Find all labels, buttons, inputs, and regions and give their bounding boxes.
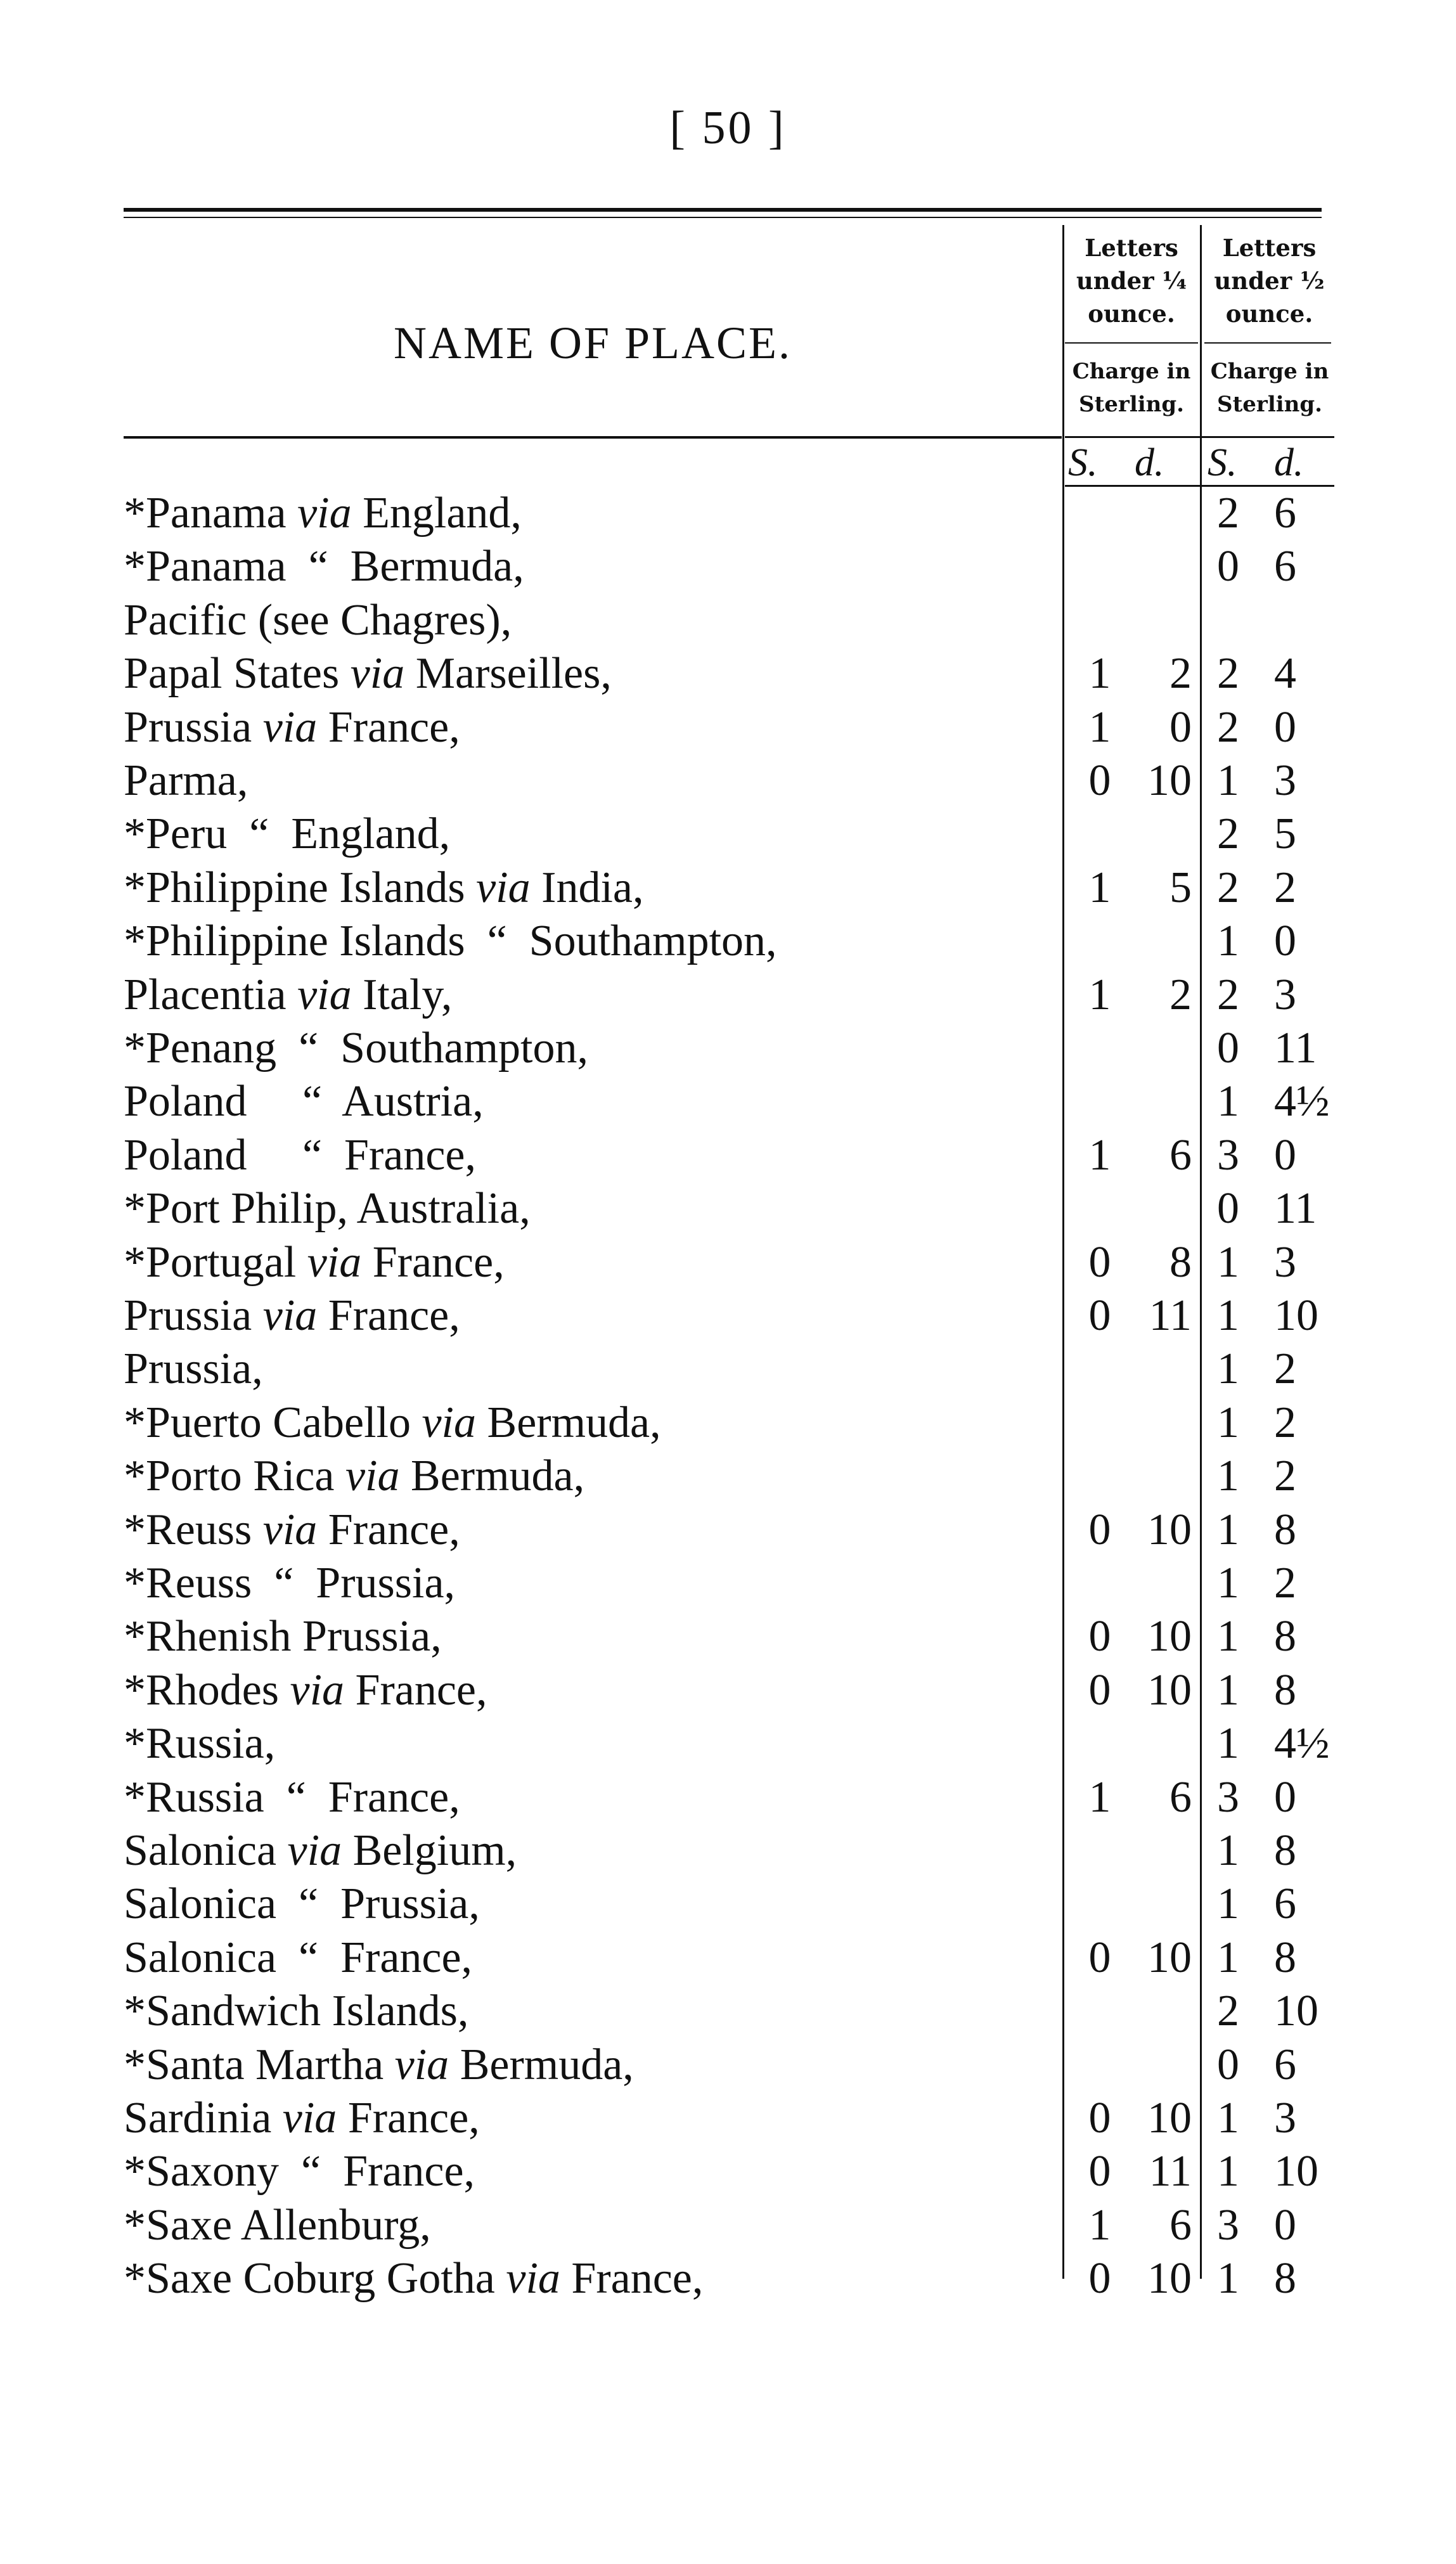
via-italic: via: [394, 2040, 449, 2089]
table-row: [0, 863, 1456, 916]
via-italic: via: [290, 1665, 345, 1715]
place-name: [124, 809, 450, 860]
header-divider-right: [1204, 342, 1331, 344]
col2-shillings-unit: S.: [1208, 441, 1237, 484]
quarter-ounce-shillings: 1: [1088, 970, 1111, 1019]
place-name: [124, 2093, 480, 2144]
col2-letters-line1: Letters: [1222, 234, 1317, 262]
table-row: [0, 1879, 1456, 1932]
half-ounce-shillings: 2: [1217, 1987, 1239, 2036]
col1-letters-line2: under ¼: [1076, 267, 1187, 295]
half-ounce-pence: 2: [1274, 1559, 1296, 1607]
place-name: [124, 702, 460, 753]
quarter-ounce-shillings: 0: [1088, 1612, 1111, 1661]
half-ounce-shillings: 2: [1217, 649, 1239, 699]
place-name-text: Papal States: [124, 649, 351, 699]
half-ounce-shillings: 1: [1217, 1452, 1239, 1501]
place-name-text: *Rhenish Prussia,: [124, 1612, 442, 1661]
place-name: [124, 2146, 475, 2197]
place-name-text: Pacific (see Chagres),: [124, 595, 512, 645]
half-ounce-pence: 10: [1274, 1291, 1318, 1340]
place-route-text: Bermuda,: [399, 1452, 585, 1501]
place-name-text: *Sandwich Islands,: [124, 1987, 469, 2036]
quarter-ounce-pence: 10: [1147, 1505, 1192, 1554]
via-italic: via: [345, 1452, 400, 1501]
place-name-text: *Penang “ Southampton,: [124, 1024, 588, 1073]
place-route-text: France,: [337, 2094, 480, 2142]
place-name: [124, 1237, 505, 1288]
place-name-text: *Russia “ France,: [124, 1772, 460, 1822]
half-ounce-shillings: 2: [1217, 970, 1239, 1019]
table-row: [0, 809, 1456, 862]
half-ounce-pence: 4½: [1274, 1077, 1330, 1126]
via-italic: via: [476, 863, 531, 912]
half-ounce-shillings: 2: [1217, 809, 1239, 859]
place-name-text: *Saxe Coburg Gotha: [124, 2254, 506, 2303]
col2-letters-header: [1204, 231, 1334, 330]
quarter-ounce-pence: 10: [1147, 1612, 1192, 1661]
table-row: [0, 488, 1456, 541]
quarter-ounce-shillings: 0: [1088, 1505, 1111, 1554]
place-route-text: Bermuda,: [476, 1398, 661, 1447]
table-row: [0, 1505, 1456, 1558]
half-ounce-shillings: 1: [1217, 1077, 1239, 1126]
col2-charge-line1: Charge in: [1210, 359, 1329, 384]
table-row: [0, 2253, 1456, 2307]
quarter-ounce-pence: 6: [1169, 1130, 1192, 1180]
place-name: [124, 1344, 263, 1395]
quarter-ounce-pence: 2: [1169, 649, 1192, 699]
place-name-text: Poland “ France,: [124, 1130, 476, 1180]
half-ounce-shillings: 3: [1217, 2200, 1239, 2250]
place-name: [124, 2040, 634, 2090]
header-bottom-rule: [124, 436, 1062, 439]
place-route-text: France,: [317, 702, 460, 752]
quarter-ounce-pence: 11: [1149, 2147, 1192, 2196]
half-ounce-shillings: 1: [1217, 917, 1239, 966]
quarter-ounce-pence: 10: [1147, 1665, 1192, 1715]
half-ounce-shillings: 1: [1217, 1505, 1239, 1554]
place-route-text: France,: [560, 2254, 704, 2303]
col1-charge-line2: Sterling.: [1079, 392, 1184, 417]
via-italic: via: [350, 649, 405, 699]
table-row: [0, 1933, 1456, 1986]
table-row: [0, 595, 1456, 648]
place-name-text: *Portugal: [124, 1237, 307, 1287]
half-ounce-pence: 3: [1274, 1237, 1296, 1287]
place-name-text: *Peru “ England,: [124, 809, 451, 859]
half-ounce-shillings: 2: [1217, 489, 1239, 538]
table-row: [0, 916, 1456, 969]
half-ounce-shillings: 1: [1217, 1559, 1239, 1607]
place-name: [124, 1130, 476, 1181]
place-name-text: Sardinia: [124, 2094, 283, 2142]
half-ounce-shillings: 3: [1217, 1772, 1239, 1822]
place-name: [124, 2253, 703, 2304]
half-ounce-pence: 8: [1274, 1665, 1296, 1715]
col1-letters-header: [1065, 231, 1198, 330]
place-name: [124, 1505, 460, 1556]
via-italic: via: [297, 970, 352, 1019]
via-italic: via: [506, 2254, 560, 2303]
quarter-ounce-shillings: 1: [1088, 649, 1111, 699]
half-ounce-shillings: 1: [1217, 1665, 1239, 1715]
via-italic: via: [262, 702, 318, 752]
place-name-text: Salonica: [124, 1826, 288, 1875]
quarter-ounce-shillings: 1: [1088, 1772, 1111, 1822]
place-name: [124, 2200, 431, 2251]
place-name-text: *Philippine Islands “ Southampton,: [124, 917, 777, 966]
half-ounce-shillings: 1: [1217, 1291, 1239, 1340]
half-ounce-pence: 6: [1274, 2040, 1296, 2089]
place-name: [124, 1398, 661, 1448]
half-ounce-shillings: 1: [1217, 1719, 1239, 1768]
col1-letters-line1: Letters: [1085, 234, 1178, 262]
place-name: [124, 1183, 531, 1234]
place-route-text: Italy,: [351, 970, 453, 1019]
place-route-text: Marseilles,: [404, 649, 612, 699]
half-ounce-pence: 0: [1274, 917, 1296, 966]
col1-shillings-unit: S.: [1068, 441, 1098, 484]
place-name-text: Placentia: [124, 970, 298, 1019]
place-name: [124, 1879, 480, 1929]
table-row: [0, 702, 1456, 756]
place-name-text: *Reuss: [124, 1505, 263, 1554]
place-name: [124, 488, 522, 539]
quarter-ounce-pence: 11: [1149, 1291, 1192, 1340]
half-ounce-shillings: 1: [1217, 756, 1239, 805]
place-name: [124, 648, 612, 699]
col2-letters-line2: under ½: [1214, 267, 1325, 295]
place-name: [124, 1023, 588, 1074]
via-italic: via: [287, 1826, 342, 1875]
col2-charge-header: [1202, 355, 1337, 421]
quarter-ounce-pence: 10: [1147, 756, 1192, 805]
half-ounce-shillings: 1: [1217, 2147, 1239, 2196]
place-route-text: India,: [530, 863, 644, 912]
half-ounce-shillings: 1: [1217, 2254, 1239, 2303]
half-ounce-pence: 0: [1274, 702, 1296, 752]
place-name: [124, 1665, 487, 1716]
half-ounce-shillings: 1: [1217, 1879, 1239, 1929]
quarter-ounce-shillings: 0: [1088, 2094, 1111, 2142]
page-number: [ 50 ]: [669, 102, 787, 154]
table-row: [0, 2200, 1456, 2253]
quarter-ounce-shillings: 1: [1088, 1130, 1111, 1180]
place-name-text: Prussia: [124, 702, 263, 752]
place-name-text: Salonica “ France,: [124, 1933, 473, 1982]
via-italic: via: [262, 1291, 318, 1340]
place-name-text: *Saxe Allenburg,: [124, 2200, 431, 2250]
table-row: [0, 1398, 1456, 1451]
quarter-ounce-shillings: 1: [1088, 702, 1111, 752]
place-name-text: *Santa Martha: [124, 2040, 395, 2089]
place-route-text: Belgium,: [342, 1826, 517, 1875]
place-name-text: Salonica “ Prussia,: [124, 1879, 480, 1929]
half-ounce-pence: 11: [1274, 1184, 1317, 1234]
table-row: [0, 1183, 1456, 1237]
place-name-text: *Rhodes: [124, 1665, 290, 1715]
table-row: [0, 2146, 1456, 2200]
table-row: [0, 2040, 1456, 2093]
half-ounce-pence: 2: [1274, 1398, 1296, 1447]
quarter-ounce-pence: 0: [1169, 702, 1192, 752]
half-ounce-pence: 3: [1274, 2094, 1296, 2142]
quarter-ounce-pence: 10: [1147, 1933, 1192, 1982]
quarter-ounce-pence: 5: [1169, 863, 1192, 912]
quarter-ounce-shillings: 1: [1088, 2200, 1111, 2250]
place-name: [124, 863, 643, 913]
place-name: [124, 1772, 460, 1823]
table-row: [0, 756, 1456, 809]
place-route-text: France,: [317, 1505, 460, 1554]
via-italic: via: [422, 1398, 477, 1447]
place-name: [124, 1076, 484, 1127]
half-ounce-pence: 0: [1274, 1130, 1296, 1180]
place-route-text: France,: [344, 1665, 487, 1715]
half-ounce-pence: 8: [1274, 2254, 1296, 2303]
quarter-ounce-shillings: 1: [1088, 863, 1111, 912]
half-ounce-pence: 4: [1274, 649, 1296, 699]
table-row: [0, 1611, 1456, 1665]
half-ounce-pence: 8: [1274, 1612, 1296, 1661]
place-name-text: *Reuss “ Prussia,: [124, 1559, 456, 1607]
half-ounce-pence: 8: [1274, 1826, 1296, 1875]
quarter-ounce-pence: 10: [1147, 2094, 1192, 2142]
place-route-text: France,: [361, 1237, 505, 1287]
quarter-ounce-shillings: 0: [1088, 1933, 1111, 1982]
col1-charge-line1: Charge in: [1072, 359, 1191, 384]
header-divider-left: [1065, 342, 1198, 344]
place-name-text: Prussia,: [124, 1344, 263, 1394]
half-ounce-pence: 11: [1274, 1024, 1317, 1073]
table-row: [0, 1237, 1456, 1291]
half-ounce-shillings: 1: [1217, 1826, 1239, 1875]
place-name: [124, 595, 512, 646]
place-name-text: *Panama: [124, 489, 298, 538]
col1-letters-line3: ounce.: [1088, 300, 1175, 328]
table-row: [0, 1772, 1456, 1826]
place-name: [124, 970, 452, 1021]
table-row: [0, 970, 1456, 1023]
place-name: [124, 1611, 442, 1662]
table-row: [0, 541, 1456, 595]
table-row: [0, 1665, 1456, 1718]
col2-letters-line3: ounce.: [1225, 300, 1313, 328]
half-ounce-shillings: 1: [1217, 1612, 1239, 1661]
half-ounce-pence: 0: [1274, 1772, 1296, 1822]
col2-charge-line2: Sterling.: [1217, 392, 1322, 417]
place-name-text: Poland “ Austria,: [124, 1077, 484, 1126]
place-name-text: Parma,: [124, 756, 248, 805]
half-ounce-shillings: 1: [1217, 1933, 1239, 1982]
half-ounce-shillings: 0: [1217, 1024, 1239, 1073]
table-row: [0, 1130, 1456, 1183]
via-italic: via: [262, 1505, 318, 1554]
table-row: [0, 1718, 1456, 1772]
quarter-ounce-shillings: 0: [1088, 2254, 1111, 2303]
half-ounce-pence: 0: [1274, 2200, 1296, 2250]
half-ounce-shillings: 2: [1217, 702, 1239, 752]
half-ounce-pence: 10: [1274, 1987, 1318, 2036]
half-ounce-shillings: 0: [1217, 2040, 1239, 2089]
top-rule-thin: [124, 217, 1322, 218]
half-ounce-pence: 3: [1274, 970, 1296, 1019]
place-name-text: *Port Philip, Australia,: [124, 1184, 531, 1234]
via-italic: via: [282, 2094, 337, 2142]
half-ounce-shillings: 3: [1217, 1130, 1239, 1180]
place-route-text: Bermuda,: [449, 2040, 634, 2089]
quarter-ounce-pence: 6: [1169, 2200, 1192, 2250]
place-name: [124, 541, 524, 592]
table-row: [0, 648, 1456, 702]
column-heading-name-of-place: NAME OF PLACE.: [393, 318, 792, 368]
place-name: [124, 1718, 275, 1769]
quarter-ounce-pence: 8: [1169, 1237, 1192, 1287]
half-ounce-shillings: 2: [1217, 863, 1239, 912]
table-row: [0, 1291, 1456, 1344]
half-ounce-shillings: 0: [1217, 1184, 1239, 1234]
half-ounce-pence: 2: [1274, 863, 1296, 912]
place-name-text: *Panama “ Bermuda,: [124, 542, 524, 591]
quarter-ounce-shillings: 0: [1088, 1665, 1111, 1715]
quarter-ounce-pence: 2: [1169, 970, 1192, 1019]
place-name-text: *Russia,: [124, 1719, 276, 1768]
half-ounce-pence: 4½: [1274, 1719, 1330, 1768]
col1-charge-header: [1062, 355, 1201, 421]
half-ounce-pence: 8: [1274, 1933, 1296, 1982]
place-route-text: England,: [351, 489, 522, 538]
place-name: [124, 1933, 472, 1983]
half-ounce-shillings: 1: [1217, 1398, 1239, 1447]
quarter-ounce-pence: 10: [1147, 2254, 1192, 2303]
place-name-text: *Saxony “ France,: [124, 2147, 475, 2196]
table-row: [0, 1986, 1456, 2039]
half-ounce-pence: 6: [1274, 489, 1296, 538]
top-rule: [124, 208, 1322, 212]
half-ounce-pence: 6: [1274, 542, 1296, 591]
place-name-text: Prussia: [124, 1291, 263, 1340]
half-ounce-pence: 3: [1274, 756, 1296, 805]
table-row: [0, 1344, 1456, 1397]
via-italic: via: [297, 489, 352, 538]
quarter-ounce-shillings: 0: [1088, 2147, 1111, 2196]
quarter-ounce-shillings: 0: [1088, 756, 1111, 805]
half-ounce-shillings: 1: [1217, 1344, 1239, 1394]
place-name-text: *Philippine Islands: [124, 863, 477, 912]
quarter-ounce-shillings: 0: [1088, 1237, 1111, 1287]
half-ounce-pence: 6: [1274, 1879, 1296, 1929]
place-name: [124, 1826, 517, 1876]
table-row: [0, 1558, 1456, 1611]
place-name: [124, 756, 248, 806]
place-name-text: *Puerto Cabello: [124, 1398, 422, 1447]
col2-pence-unit: d.: [1274, 441, 1304, 484]
half-ounce-shillings: 1: [1217, 1237, 1239, 1287]
via-italic: via: [307, 1237, 362, 1287]
table-row: [0, 1076, 1456, 1130]
half-ounce-pence: 2: [1274, 1344, 1296, 1394]
place-name: [124, 916, 777, 967]
quarter-ounce-shillings: 0: [1088, 1291, 1111, 1340]
col1-pence-unit: d.: [1135, 441, 1164, 484]
table-row: [0, 1451, 1456, 1504]
half-ounce-pence: 8: [1274, 1505, 1296, 1554]
place-name: [124, 1291, 460, 1341]
half-ounce-pence: 10: [1274, 2147, 1318, 2196]
half-ounce-pence: 2: [1274, 1452, 1296, 1501]
place-name: [124, 1451, 584, 1502]
place-name: [124, 1986, 468, 2037]
place-name: [124, 1558, 455, 1609]
table-row: [0, 1023, 1456, 1076]
half-ounce-shillings: 0: [1217, 542, 1239, 591]
place-name-text: *Porto Rica: [124, 1452, 345, 1501]
place-route-text: France,: [317, 1291, 460, 1340]
table-row: [0, 1826, 1456, 1879]
half-ounce-shillings: 1: [1217, 2094, 1239, 2142]
half-ounce-pence: 5: [1274, 809, 1296, 859]
quarter-ounce-pence: 6: [1169, 1772, 1192, 1822]
table-row: [0, 2093, 1456, 2146]
